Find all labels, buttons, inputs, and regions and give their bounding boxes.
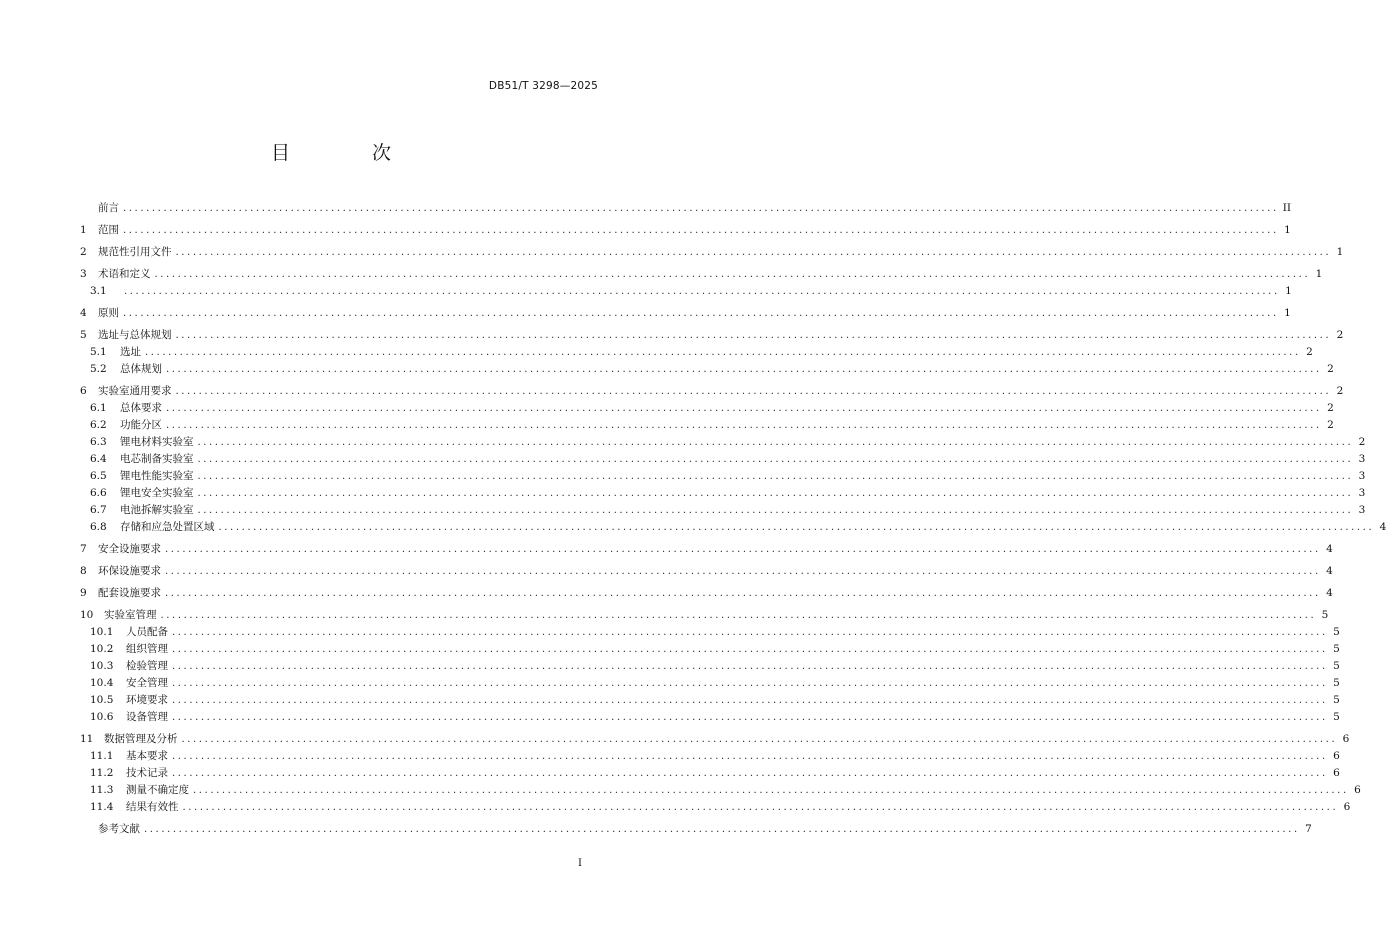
toc-dot-leader: ........................................................................................................................................................................................................ (197, 471, 1354, 482)
toc-dot-leader: ........................................................................................................................................................................................................ (175, 386, 1332, 397)
toc-entry[interactable] (80, 400, 1334, 417)
toc-entry-number: 5.2 (90, 363, 107, 375)
toc-entry[interactable] (80, 563, 1333, 580)
toc-entry-page: 6 (1343, 801, 1351, 813)
toc-entry-label: 设备管理 (126, 711, 168, 723)
toc-entry-label: 锂电材料实验室 (120, 436, 194, 448)
toc-entry-label: 安全设施要求 (98, 543, 161, 555)
toc-dot-leader: ........................................................................................................................................................................................................ (166, 364, 1322, 375)
toc-entry[interactable] (80, 821, 1312, 838)
toc-entry-number: 6.6 (90, 487, 107, 499)
toc-entry-page: 4 (1326, 543, 1333, 555)
toc-dot-leader: ........................................................................................................................................................................................................ (123, 203, 1279, 214)
toc-dot-leader: ........................................................................................................................................................................................................ (218, 522, 1375, 533)
toc-entry-label: 测量不确定度 (126, 784, 189, 796)
toc-dot-leader: ........................................................................................................................................................................................................ (124, 286, 1280, 297)
toc-entry-page: 2 (1327, 402, 1334, 414)
toc-entry[interactable] (80, 641, 1340, 658)
toc-dot-leader: ........................................................................................................................................................................................................ (172, 768, 1328, 779)
toc-entry-number: 6.8 (90, 521, 107, 533)
toc-entry-number: 6.5 (90, 470, 107, 482)
toc-entry-number: 7 (80, 543, 87, 555)
toc-entry-page: 5 (1333, 711, 1340, 723)
toc-dot-leader: ........................................................................................................................................................................................................ (165, 544, 1321, 555)
toc-entry[interactable] (80, 624, 1340, 641)
toc-entry-label: 规范性引用文件 (98, 246, 172, 258)
toc-entry-number: 5.1 (90, 346, 107, 358)
toc-dot-leader: ........................................................................................................................................................................................................ (123, 308, 1279, 319)
toc-entry[interactable] (80, 327, 1344, 344)
toc-entry-label: 配套设施要求 (98, 587, 161, 599)
toc-entry-page: 2 (1306, 346, 1313, 358)
toc-entry-number: 11 (80, 733, 94, 745)
toc-dot-leader: ........................................................................................................................................................................................................ (154, 269, 1311, 280)
toc-dot-leader: ........................................................................................................................................................................................................ (166, 403, 1322, 414)
toc-entry[interactable] (80, 485, 1366, 502)
toc-entry-page: 3 (1358, 487, 1366, 499)
toc-dot-leader: ........................................................................................................................................................................................................ (182, 802, 1339, 813)
toc-entry-page: 6 (1354, 784, 1361, 796)
toc-entry-page: 1 (1336, 246, 1344, 258)
toc-entry[interactable] (80, 731, 1350, 748)
toc-entry[interactable] (80, 709, 1340, 726)
toc-dot-leader: ........................................................................................................................................................................................................ (193, 785, 1349, 796)
toc-entry-number: 11.1 (90, 750, 114, 762)
toc-entry-number: 8 (80, 565, 87, 577)
toc-entry-page: 4 (1326, 565, 1333, 577)
toc-entry-page: 5 (1333, 643, 1340, 655)
toc-entry-label: 结果有效性 (126, 801, 179, 813)
toc-entry[interactable] (80, 344, 1313, 361)
toc-entry-number: 10.4 (90, 677, 114, 689)
toc-entry[interactable] (80, 658, 1340, 675)
page-title: 目 次 (270, 142, 430, 164)
toc-entry-label: 技术记录 (126, 767, 168, 779)
toc-dot-leader: ........................................................................................................................................................................................................ (172, 678, 1328, 689)
toc-entry-label: 环保设施要求 (98, 565, 161, 577)
toc-dot-leader: ........................................................................................................................................................................................................ (165, 566, 1321, 577)
toc-entry-page: 6 (1333, 750, 1340, 762)
toc-entry[interactable] (80, 748, 1340, 765)
toc-entry-label: 总体规划 (120, 363, 162, 375)
toc-dot-leader: ........................................................................................................................................................................................................ (181, 734, 1338, 745)
document-code: DB51/T 3298—2025 (488, 80, 598, 92)
toc-dot-leader: ........................................................................................................................................................................................................ (145, 347, 1301, 358)
toc-entry-page: 2 (1327, 419, 1334, 431)
toc-entry-page: 2 (1327, 363, 1334, 375)
toc-entry[interactable] (80, 266, 1323, 283)
toc-entry[interactable] (80, 361, 1334, 378)
toc-dot-leader: ........................................................................................................................................................................................................ (172, 695, 1328, 706)
toc-entry-number: 3.1 (90, 285, 107, 297)
toc-entry-label: 组织管理 (126, 643, 168, 655)
toc-entry-page: 6 (1333, 767, 1340, 779)
toc-entry-page: 2 (1336, 329, 1344, 341)
toc-entry-number: 3 (80, 268, 87, 280)
toc-entry-number: 6.4 (90, 453, 107, 465)
toc-entry-number: 6.3 (90, 436, 107, 448)
toc-dot-leader: ........................................................................................................................................................................................................ (172, 644, 1328, 655)
toc-entry-number: 2 (80, 246, 87, 258)
toc-entry-number: 11.4 (90, 801, 114, 813)
toc-entry-label: 选址 (120, 346, 141, 358)
toc-entry-label: 电芯制备实验室 (120, 453, 194, 465)
toc-entry-page: 2 (1358, 436, 1366, 448)
toc-entry[interactable] (80, 451, 1366, 468)
toc-dot-leader: ........................................................................................................................................................................................................ (172, 661, 1328, 672)
toc-entry-number: 10.3 (90, 660, 114, 672)
toc-entry-number: 10.2 (90, 643, 114, 655)
toc-entry[interactable] (80, 222, 1291, 239)
toc-entry[interactable] (80, 519, 1386, 536)
toc-entry-label: 参考文献 (98, 823, 140, 835)
toc-entry-label: 实验室通用要求 (98, 385, 172, 397)
toc-dot-leader: ........................................................................................................................................................................................................ (123, 225, 1279, 236)
toc-entry-page: 5 (1333, 677, 1340, 689)
toc-entry-number: 9 (80, 587, 87, 599)
toc-entry-label: 数据管理及分析 (104, 733, 178, 745)
toc-entry-page: 1 (1284, 224, 1291, 236)
toc-entry-label: 存储和应急处置区域 (120, 521, 215, 533)
toc-entry[interactable] (80, 541, 1333, 558)
toc-entry-number: 6 (80, 385, 87, 397)
toc-entry-label: 检验管理 (126, 660, 168, 672)
toc-entry-page: 3 (1358, 453, 1366, 465)
toc-entry-page: 5 (1333, 660, 1340, 672)
toc-entry-page: 1 (1284, 307, 1291, 319)
toc-dot-leader: ........................................................................................................................................................................................................ (160, 610, 1317, 621)
toc-entry-label: 范围 (98, 224, 119, 236)
toc-dot-leader: ........................................................................................................................................................................................................ (175, 330, 1332, 341)
toc-entry-page: 1 (1315, 268, 1323, 280)
toc-entry-label: 锂电安全实验室 (120, 487, 194, 499)
toc-entry-label: 原则 (98, 307, 119, 319)
toc-dot-leader: ........................................................................................................................................................................................................ (197, 488, 1354, 499)
page-number: I (578, 858, 582, 869)
toc-entry-label: 安全管理 (126, 677, 168, 689)
toc-entry-label: 功能分区 (120, 419, 162, 431)
toc-entry-number: 6.1 (90, 402, 107, 414)
toc-entry[interactable] (80, 305, 1291, 322)
toc-dot-leader: ........................................................................................................................................................................................................ (172, 627, 1328, 638)
toc-entry-label: 前言 (98, 202, 119, 214)
toc-entry-number: 5 (80, 329, 87, 341)
toc-entry-page: 6 (1342, 733, 1350, 745)
toc-entry-page: 1 (1285, 285, 1292, 297)
toc-entry-page: II (1282, 202, 1292, 214)
toc-entry[interactable] (80, 675, 1340, 692)
toc-entry-label: 人员配备 (126, 626, 168, 638)
toc-entry-label: 电池拆解实验室 (120, 504, 194, 516)
toc-entry[interactable] (80, 468, 1366, 485)
toc-entry-number: 6.2 (90, 419, 107, 431)
toc-entry[interactable] (80, 692, 1340, 709)
toc-entry-page: 5 (1333, 694, 1340, 706)
toc-entry-number: 10.1 (90, 626, 114, 638)
toc-entry-number: 10.5 (90, 694, 114, 706)
toc-entry-page: 7 (1305, 823, 1312, 835)
toc-dot-leader: ........................................................................................................................................................................................................ (197, 454, 1354, 465)
toc-dot-leader: ........................................................................................................................................................................................................ (166, 420, 1322, 431)
toc-entry-number: 11.3 (90, 784, 114, 796)
toc-entry[interactable] (80, 765, 1340, 782)
toc-dot-leader: ........................................................................................................................................................................................................ (197, 505, 1354, 516)
toc-entry[interactable] (80, 200, 1292, 217)
toc-dot-leader: ........................................................................................................................................................................................................ (172, 712, 1328, 723)
toc-entry[interactable] (80, 434, 1366, 451)
table-of-contents (80, 200, 1386, 838)
toc-entry-label: 总体要求 (120, 402, 162, 414)
toc-entry-label: 锂电性能实验室 (120, 470, 194, 482)
toc-dot-leader: ........................................................................................................................................................................................................ (197, 437, 1354, 448)
toc-entry[interactable] (80, 417, 1334, 434)
toc-entry[interactable] (80, 244, 1344, 261)
toc-entry-page: 4 (1326, 587, 1333, 599)
toc-entry[interactable] (80, 283, 1292, 300)
toc-dot-leader: ........................................................................................................................................................................................................ (144, 824, 1300, 835)
toc-entry-page: 2 (1336, 385, 1344, 397)
toc-entry-label: 术语和定义 (98, 268, 151, 280)
toc-dot-leader: ........................................................................................................................................................................................................ (165, 588, 1321, 599)
toc-entry-label: 环境要求 (126, 694, 168, 706)
toc-entry-page: 5 (1321, 609, 1329, 621)
toc-dot-leader: ........................................................................................................................................................................................................ (172, 751, 1328, 762)
toc-entry[interactable] (80, 502, 1366, 519)
toc-entry[interactable] (80, 782, 1361, 799)
toc-entry-number: 1 (80, 224, 87, 236)
toc-entry-label: 基本要求 (126, 750, 168, 762)
toc-entry-label: 实验室管理 (104, 609, 157, 621)
toc-entry[interactable] (80, 607, 1329, 624)
toc-entry-page: 3 (1358, 470, 1366, 482)
toc-entry-number: 6.7 (90, 504, 107, 516)
toc-entry[interactable] (80, 585, 1333, 602)
toc-entry-number: 10 (80, 609, 94, 621)
toc-entry-page: 5 (1333, 626, 1340, 638)
toc-dot-leader: ........................................................................................................................................................................................................ (175, 247, 1332, 258)
toc-entry-number: 10.6 (90, 711, 114, 723)
toc-entry-page: 3 (1358, 504, 1366, 516)
toc-entry-page: 4 (1379, 521, 1386, 533)
toc-entry-number: 11.2 (90, 767, 114, 779)
toc-entry-label: 选址与总体规划 (98, 329, 172, 341)
toc-entry[interactable] (80, 383, 1344, 400)
toc-entry-number: 4 (80, 307, 87, 319)
toc-entry[interactable] (80, 799, 1351, 816)
